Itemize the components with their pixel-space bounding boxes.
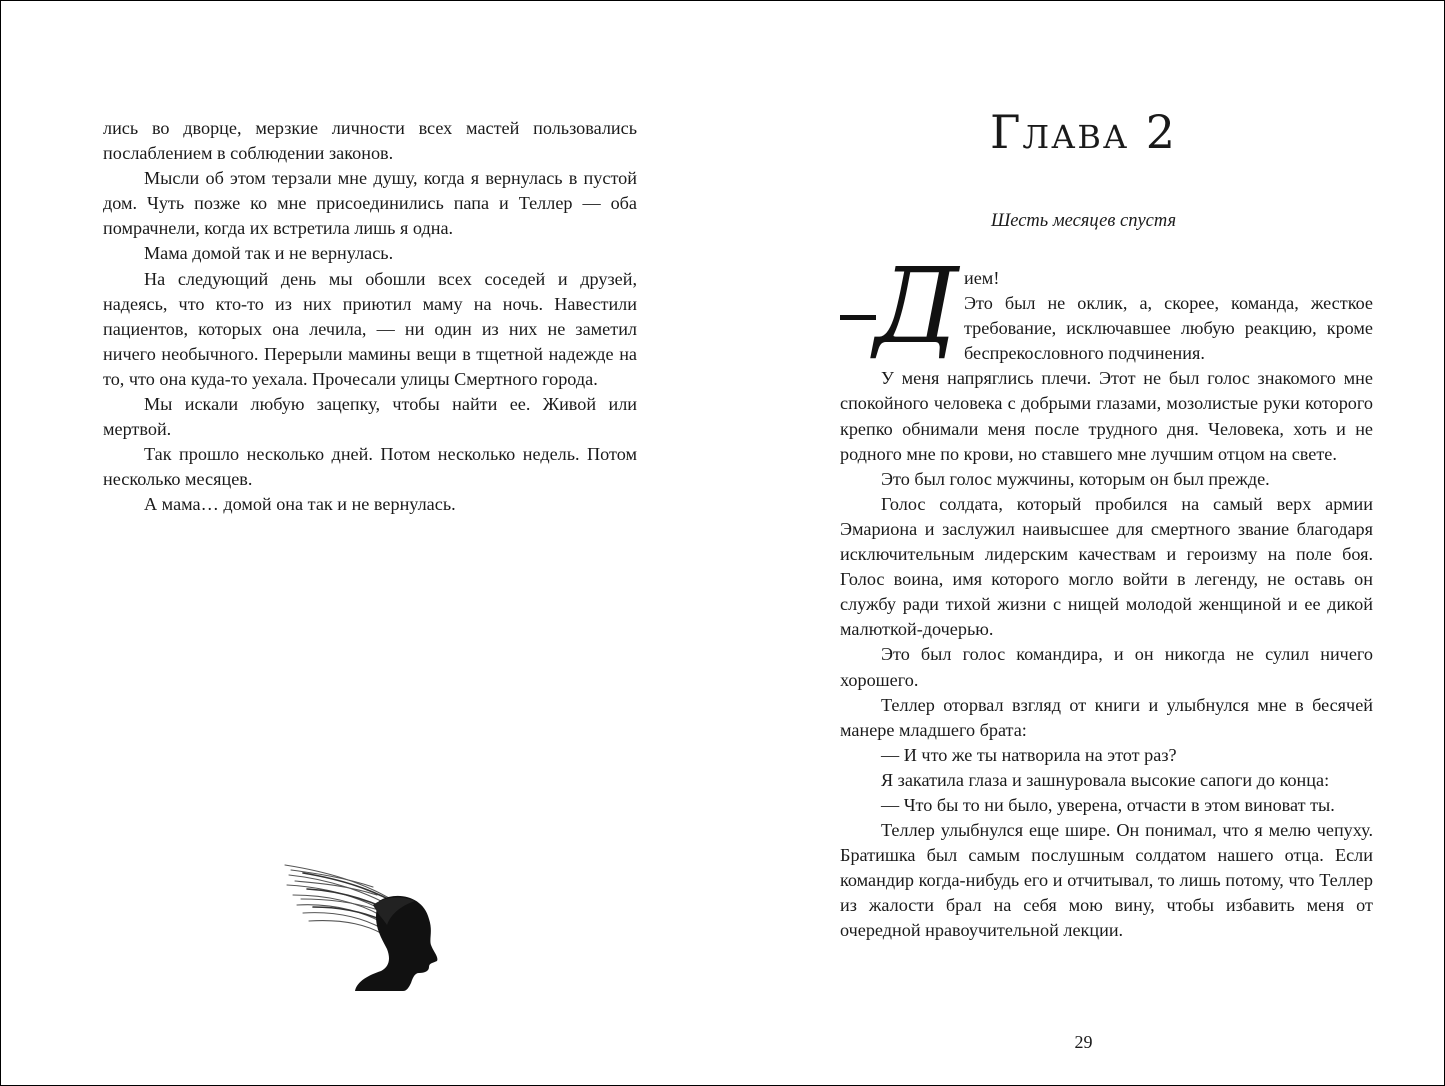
left-page <box>1 1 723 1085</box>
paragraph: А мама… домой она так и не вернулась. <box>144 494 456 515</box>
paragraph: Голос солдата, который пробился на самый верх армии Эмариона и заслужил наивысшее для смертного звание благодаря исключительным лидерским качествам и героизму на поле боя. Голос воина, имя которого могло войти в легенду, не оставь он службу ради тихой жизни с нищей молодой женщиной и ее дикой малюткой-дочерью. <box>840 493 1373 640</box>
drop-cap-letter: Д <box>874 245 959 367</box>
paragraph: Это был не оклик, а, скорее, команда, жесткое требование, исключавшее любую реакцию, кроме беспрекословного подчинения. <box>964 293 1373 364</box>
paragraph: Мы искали любую зацепку, чтобы найти ее. Живой или мертвой. <box>103 394 637 440</box>
drop-cap <box>840 245 964 367</box>
drop-cap-dash <box>840 315 876 320</box>
paragraph: — И что же ты натворила на этот раз? <box>881 744 1177 765</box>
right-page-text <box>840 245 1373 944</box>
paragraph: На следующий день мы обошли всех соседей и друзей, надеясь, что кто-то из них приютил маму на ночь. Навестили пациентов, которых она лечила, — ни один из них не заметил ничего необычного. Перерыли мамины вещи в тщетной надежде на то, что она куда-то уехала. Прочесали улицы Смертного города. <box>103 268 637 389</box>
paragraph: Это был голос мужчины, которым он был прежде. <box>881 468 1270 489</box>
paragraph: лись во дворце, мерзкие личности всех мастей пользовались послаблением в соблюдении законов. <box>103 118 637 164</box>
page-number: 29 <box>1074 1032 1093 1052</box>
paragraph: Теллер оторвал взгляд от книги и улыбнулся мне в бесячей манере младшего брата: <box>840 694 1373 740</box>
paragraph: У меня напряглись плечи. Этот не был голос знакомого мне спокойного человека с добрыми глазами, мозолистые руки которого крепко обнимали меня после трудного дня. Человека, хоть и не родного мне по крови, но ставшего мне лучшим отцом на свете. <box>840 368 1373 464</box>
paragraph: Так прошло несколько дней. Потом несколько недель. Потом несколько месяцев. <box>103 444 637 490</box>
left-page-text <box>103 116 637 518</box>
paragraph: Мысли об этом терзали мне душу, когда я вернулась в пустой дом. Чуть позже ко мне присоединились папа и Теллер — оба помрачнели, когда их встретила лишь я одна. <box>103 168 637 239</box>
paragraph: Я закатила глаза и зашнуровала высокие сапоги до конца: <box>881 769 1330 790</box>
paragraph: Теллер улыбнулся еще шире. Он понимал, что я мелю чепуху. Братишка был самым послушным солдатом нашего отца. Если командир когда-нибудь его и отчитывал, то лишь потому, что Теллер из жалости брал на себя мою вину, чтобы избавить меня от очередной нравоучительной лекции. <box>840 820 1373 941</box>
paragraph-first: ием! <box>964 268 1000 288</box>
chapter-title: Глава 2 <box>989 105 1178 159</box>
paragraph: Мама домой так и не вернулась. <box>144 243 394 264</box>
paragraph: Это был голос командира, и он никогда не сулил ничего хорошего. <box>840 644 1373 690</box>
chapter-subtitle: Шесть месяцев спустя <box>990 211 1177 231</box>
right-page <box>723 1 1444 1085</box>
woman-silhouette-flowing-hair-icon <box>283 861 443 991</box>
paragraph: — Что бы то ни было, уверена, отчасти в этом виноват ты. <box>881 794 1335 815</box>
